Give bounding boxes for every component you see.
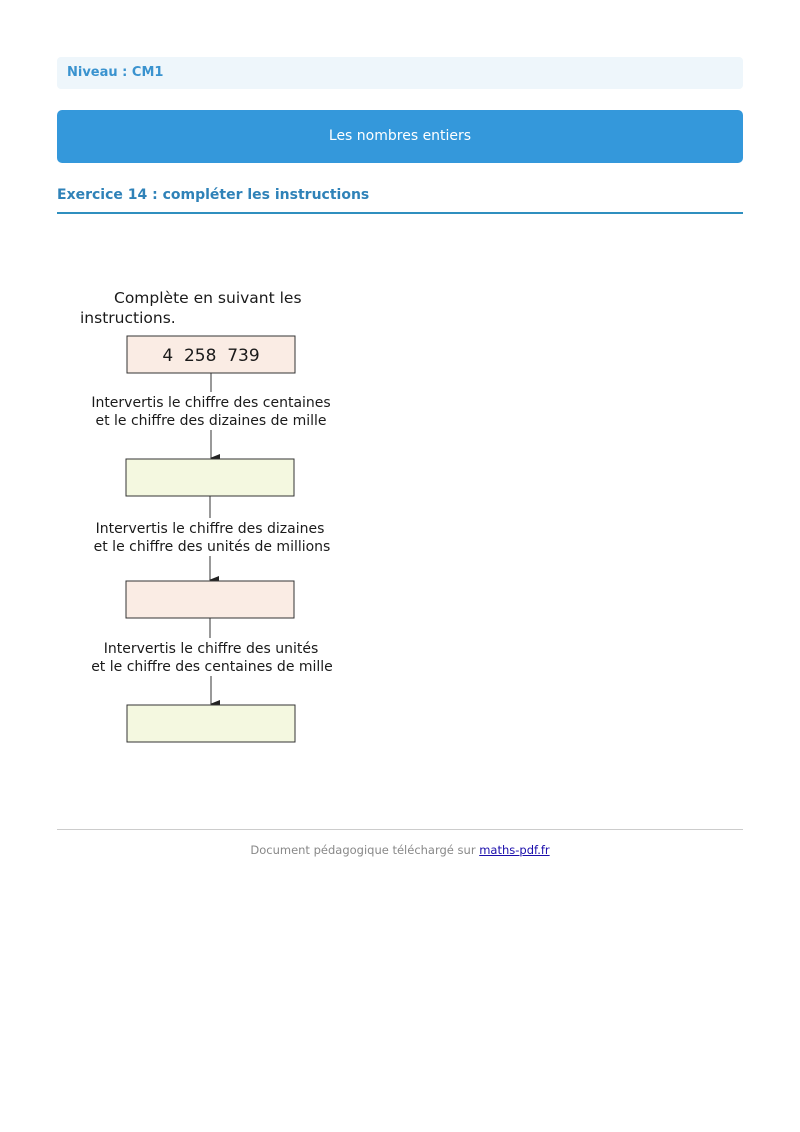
start-number: 4 258 739 — [162, 346, 260, 366]
step-3-line1: Intervertis le chiffre des unités — [103, 641, 319, 657]
answer-box-3[interactable] — [127, 705, 295, 742]
figure-prompt-line2: instructions. — [80, 309, 176, 327]
footer-text: Document pédagogique téléchargé sur — [250, 843, 480, 857]
footer-link[interactable]: maths-pdf.fr — [479, 843, 550, 857]
step-1-line1: Intervertis le chiffre des centaines — [91, 395, 331, 411]
step-3-line2: et le chiffre des centaines de mille — [91, 659, 333, 675]
level-label: Niveau : CM1 — [67, 65, 164, 80]
instruction-flowchart — [70, 280, 360, 750]
footer-divider — [57, 829, 743, 830]
page-title: Les nombres entiers — [328, 128, 472, 144]
figure-prompt-line1: Complète en suivant les — [114, 289, 302, 307]
page-title-bar — [57, 110, 743, 163]
step-1-line2: et le chiffre des dizaines de mille — [95, 413, 327, 429]
step-2-line2: et le chiffre des unités de millions — [93, 539, 331, 555]
answer-box-2[interactable] — [126, 581, 294, 618]
step-2-line1: Intervertis le chiffre des dizaines — [95, 521, 325, 537]
answer-box-1[interactable] — [126, 459, 294, 496]
footer — [57, 843, 743, 857]
exercise-title-text: Exercice 14 : compléter les instructions — [57, 187, 370, 203]
exercise-title — [57, 185, 743, 214]
level-banner — [57, 57, 743, 89]
